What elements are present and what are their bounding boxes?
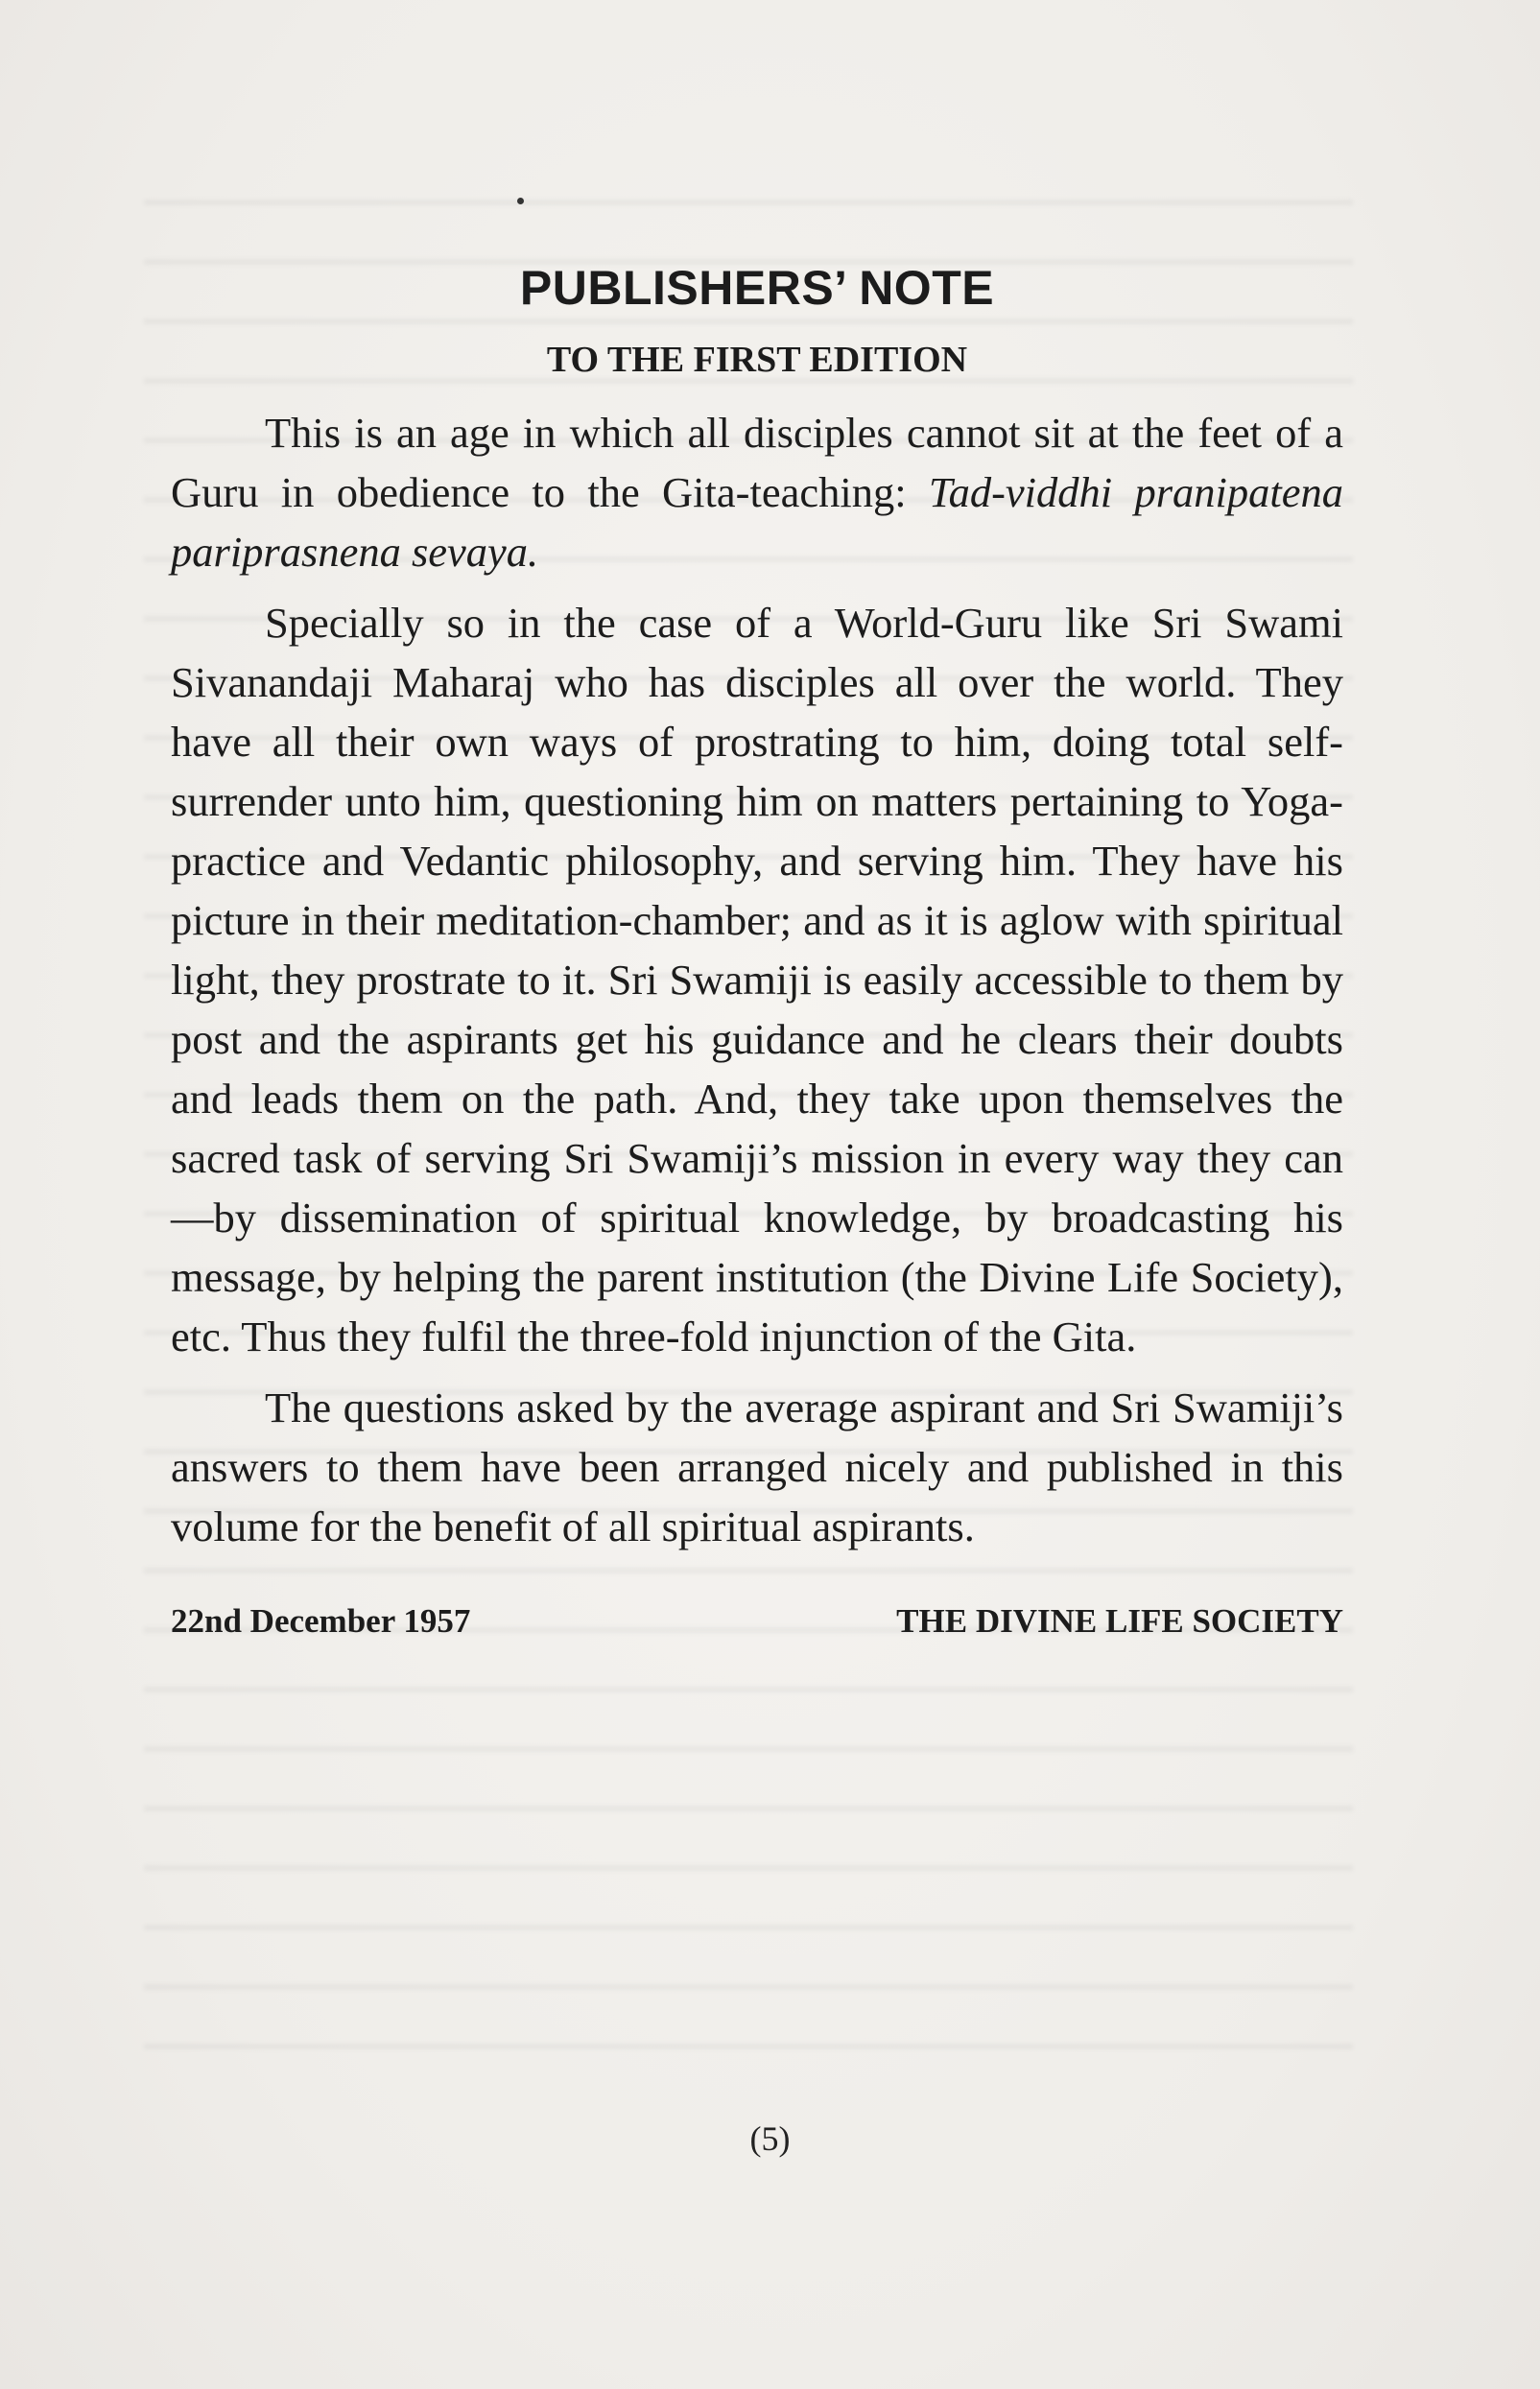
paragraph-3: The questions asked by the average aspirant and Sri Swamiji’s answers to them have been arranged nicely and published in this volume for the benefit of all spiritual aspirants. [171, 1384, 1343, 1550]
paragraph-1-text: This is an age in which all disciples cannot sit at the feet of a Guru in obedience to the Gita-teaching: [171, 409, 1343, 516]
paragraph-1-italic-quote: Tad-viddhi pranipatena pariprasnena sevaya. [171, 468, 1343, 576]
page-title: PUBLISHERS’ NOTE [519, 261, 995, 315]
paragraph-1 [171, 403, 1343, 581]
note-content [171, 259, 1343, 1643]
publisher-name: THE DIVINE LIFE SOCIETY [896, 1602, 1343, 1640]
ink-speck [517, 198, 524, 204]
signature-line [171, 1600, 1343, 1643]
note-date: 22nd December 1957 [171, 1602, 471, 1640]
paragraph-2: Specially so in the case of a World-Guru like Sri Swami Sivanandaji Maharaj who has disciples all over the world. They have all their own ways of prostrating to him, doing total self-surrender unto him, questioning him on matters pertaining to Yoga-practice and Vedantic philosophy, and serving him. They have his picture in their meditation-chamber; and as it is aglow with spiritual light, they prostrate to it. Sri Swamiji is easily accessible to them by post and the aspirants get his guidance and he clears their doubts and leads them on the path. And, they take upon themselves the sacred task of serving Sri Swamiji’s mission in every way they can—by dissemination of spiritual knowledge, by broadcasting his message, by helping the parent institution (the Divine Life Society), etc. Thus they fulfil the three-fold injunction of the Gita. [171, 599, 1343, 1360]
page-subtitle: TO THE FIRST EDITION [546, 340, 968, 380]
page-number: (5) [749, 2119, 791, 2158]
